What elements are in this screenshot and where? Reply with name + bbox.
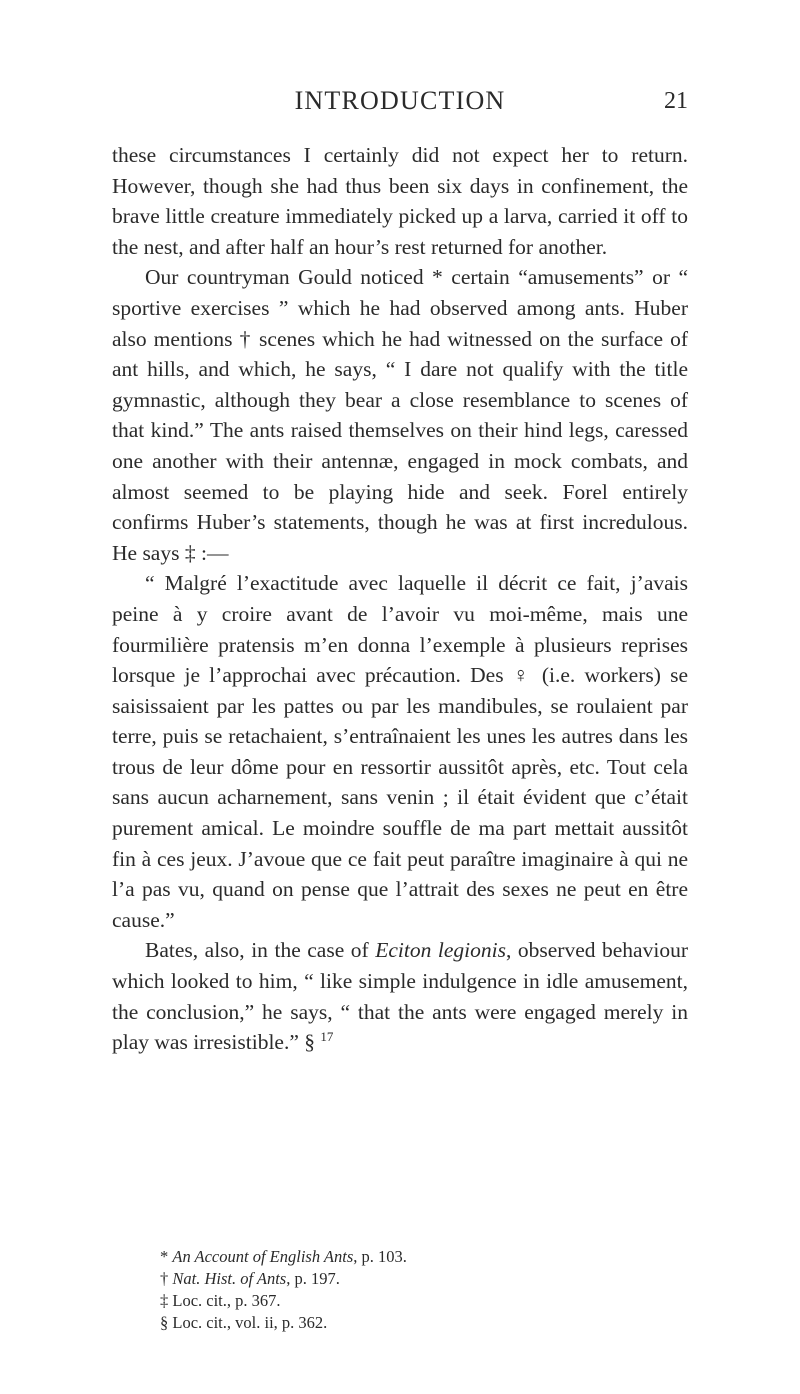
- paragraph-4-part-b: , observed behaviour which looked to him, “ like simple indulgence in idle amusement, the conclusion,” he says, “ that the ants were engaged merely in play was irresistible.” §: [112, 938, 688, 1055]
- paragraph-4: [112, 935, 688, 1057]
- paragraph-3-french-quote: “ Malgré l’exactitude avec laquelle il décrit ce fait, j’avais peine à y croire avant de l’avoir vu moi-même, mais une fourmilière pratensis m’en donna l’exemple à plusieurs reprises lorsque je l’approchai avec précaution. Des ♀ (i.e. workers) se saisissaient par les pattes ou par les mandibules, se roulaient par terre, puis se retachaient, s’entraînaient les unes les autres dans les trous de leur dôme pour en ressortir aussitôt après, etc. Tout cela sans aucun acharnement, sans venin ; il était évident que c’était purement amical. Le moindre souffle de ma part mettait aussitôt fin à ces jeux. J’avoue que ce fait peut paraître imaginaire à qui ne l’a pas vu, quand on pense que l’attrait des sexes ne peut en être cause.”: [112, 571, 688, 932]
- footnote-4: [160, 1312, 680, 1334]
- footnote-title: Nat. Hist. of Ants: [172, 1269, 287, 1288]
- page-number: 21: [664, 88, 688, 114]
- paragraph-4-superscript: 17: [320, 1029, 334, 1045]
- footnote-title: An Account of English Ants: [172, 1247, 354, 1266]
- footnote-rest: , p. 103.: [353, 1247, 407, 1266]
- footnote-rest: Loc. cit., p. 367.: [172, 1291, 281, 1310]
- footnotes: [160, 1246, 680, 1334]
- footnote-2: [160, 1268, 680, 1290]
- paragraph-4-italic: Eciton legionis: [375, 938, 506, 963]
- body-text: [112, 140, 688, 1058]
- footnote-1: [160, 1246, 680, 1268]
- footnote-mark: †: [160, 1269, 169, 1288]
- footnote-mark: §: [160, 1313, 169, 1332]
- running-head: [0, 86, 800, 122]
- footnote-rest: , p. 197.: [286, 1269, 340, 1288]
- footnote-3: [160, 1290, 680, 1312]
- footnote-mark: ‡: [160, 1291, 169, 1310]
- paragraph-2: Our countryman Gould noticed * certain “amusements” or “ sportive exercises ” which he had observed among ants. Huber also mentions † scenes which he had witnessed on the surface of ant hills, and which, he says, “ I dare not qualify with the title gymnastic, although they bear a close resemblance to scenes of that kind.” The ants raised themselves on their hind legs, caressed one another with their antennæ, engaged in mock combats, and almost seemed to be playing hide and seek. Forel entirely confirms Huber’s statements, though he was at first incredulous. He says ‡ :—: [112, 265, 688, 565]
- footnote-mark: *: [160, 1247, 169, 1266]
- paragraph-4-part-a: Bates, also, in the case of: [145, 938, 376, 963]
- running-title: INTRODUCTION: [294, 86, 506, 115]
- paragraph-1: these circumstances I certainly did not expect her to return. However, though she had thus been six days in confinement, the brave little creature immediately picked up a larva, carried it off to the nest, and after half an hour’s rest returned for another.: [112, 143, 688, 259]
- footnote-rest: Loc. cit., vol. ii, p. 362.: [172, 1313, 328, 1332]
